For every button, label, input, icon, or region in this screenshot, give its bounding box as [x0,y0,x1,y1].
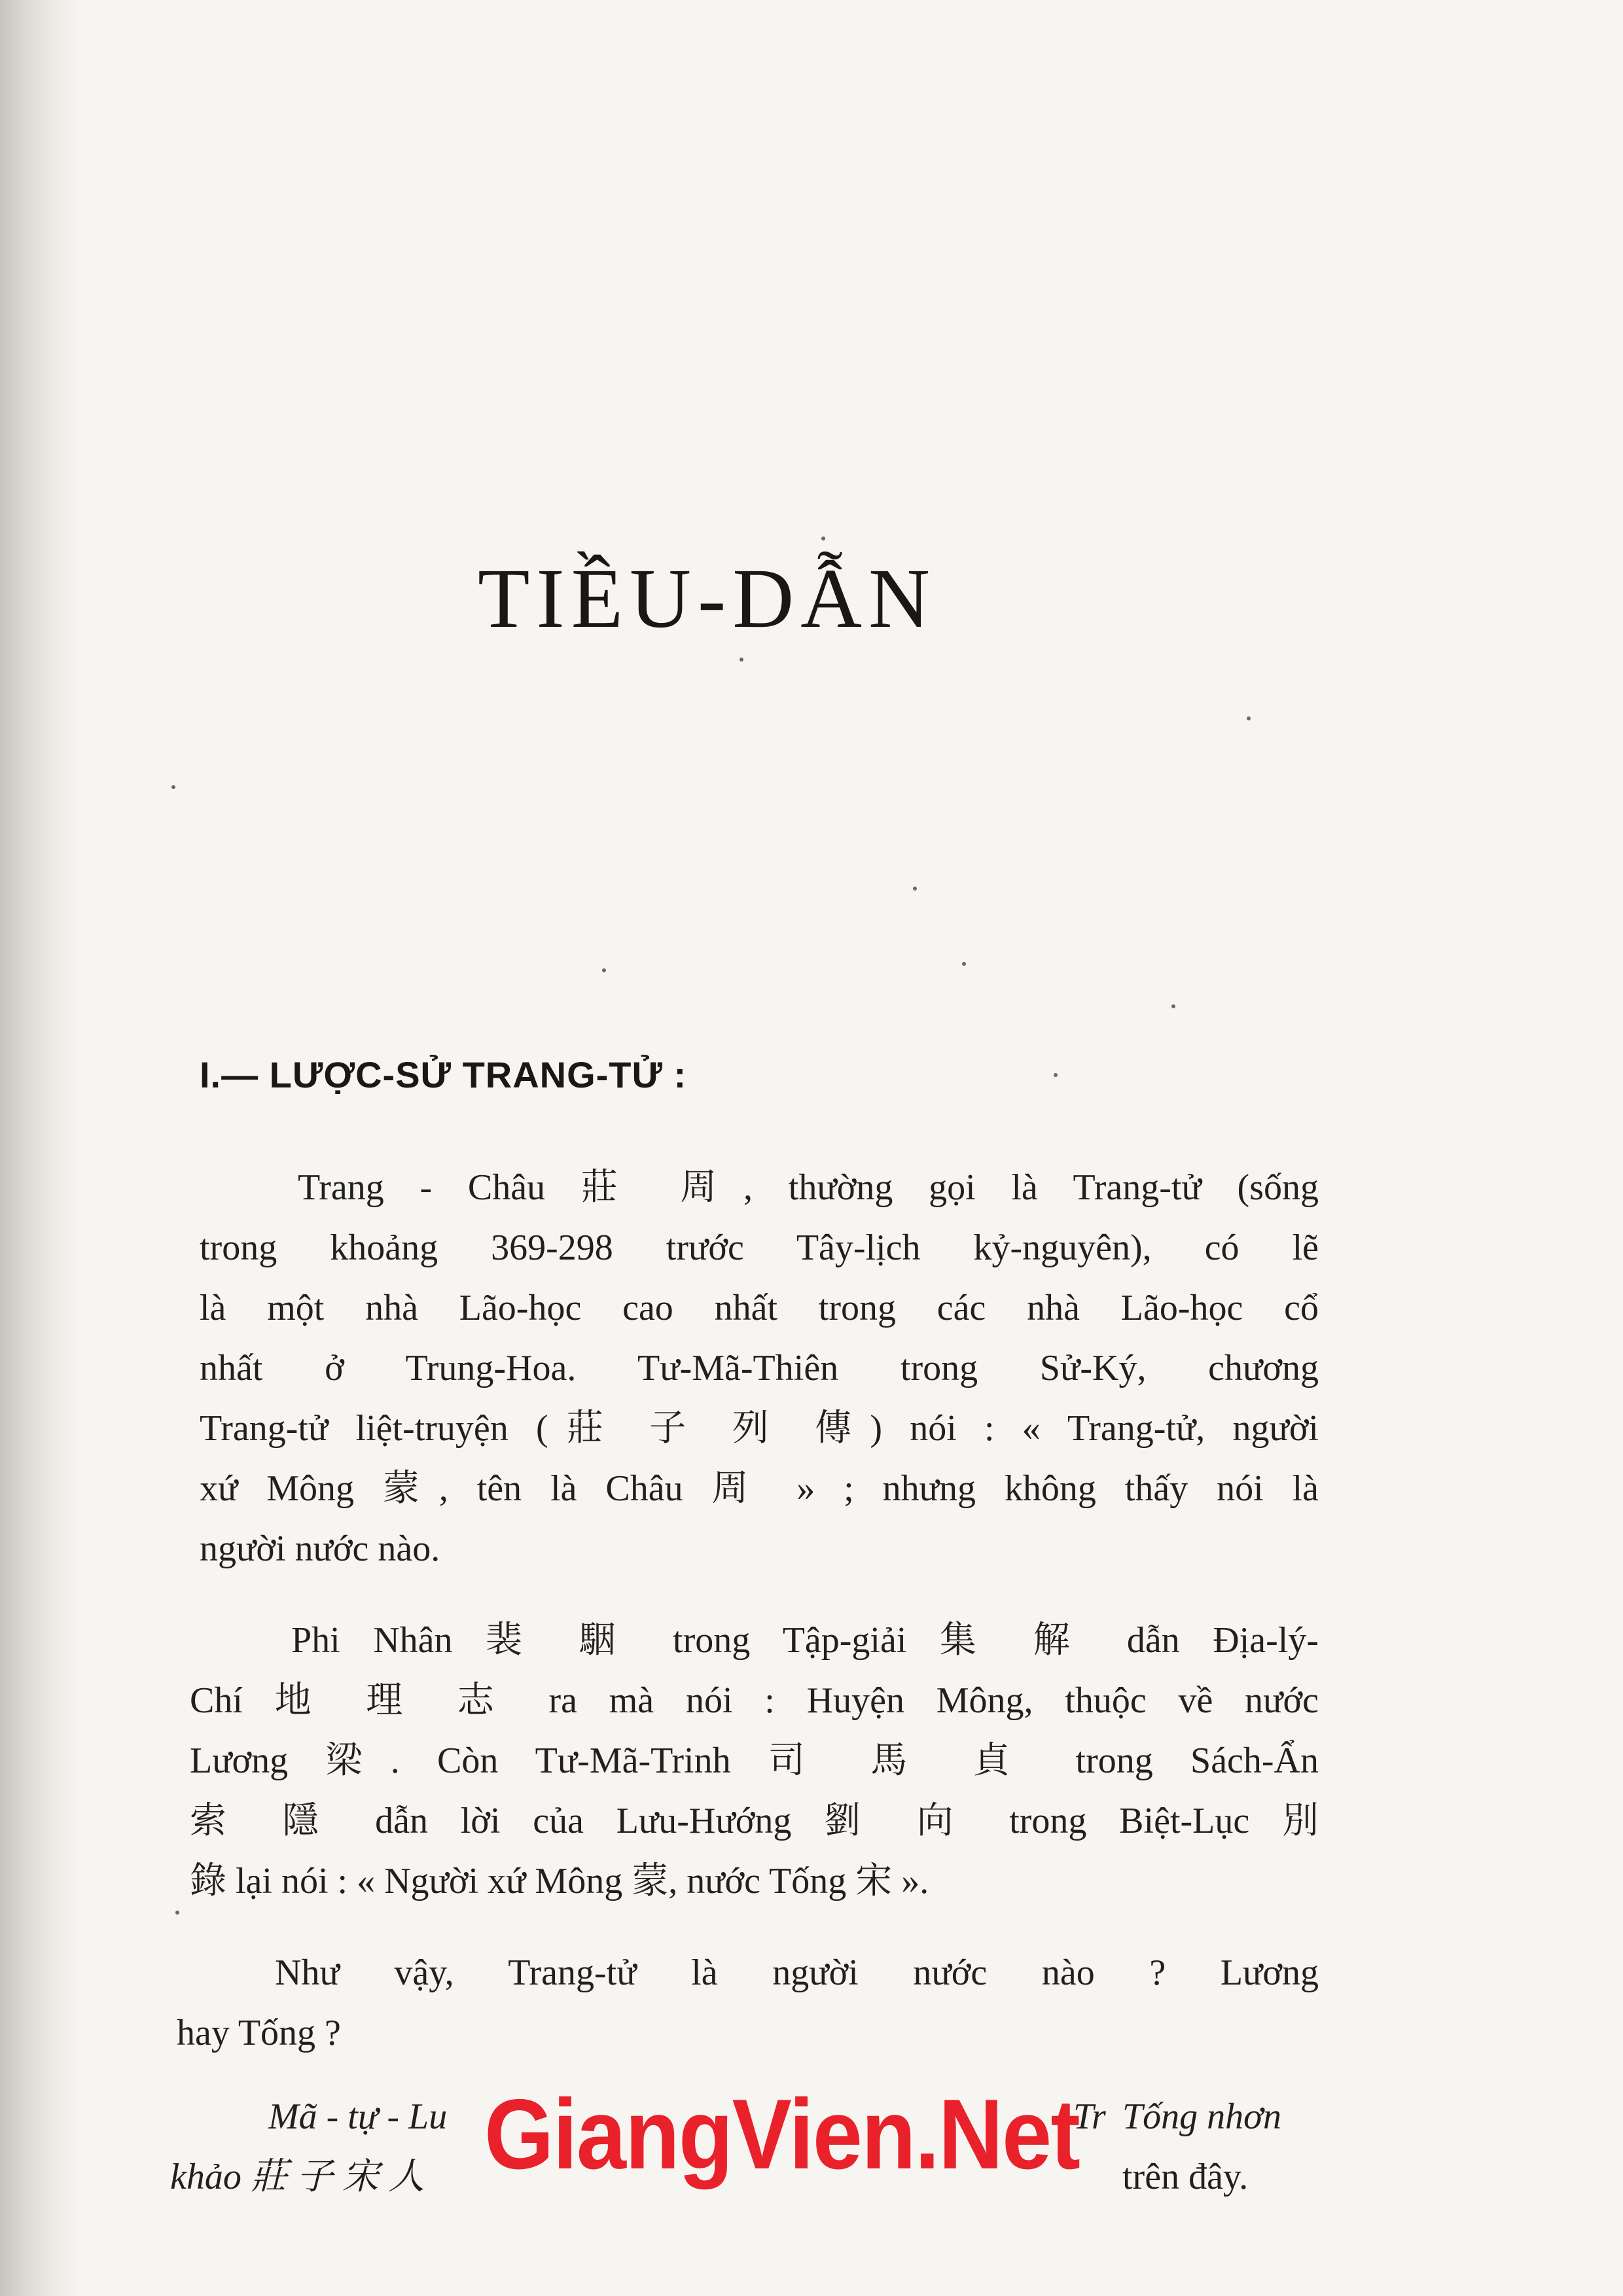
text-line: xứ Mông 蒙, tên là Châu 周 » ; nhưng không thấy nói là [200,1468,1319,1509]
text-line: khảo 莊 子 宋 人 [170,2157,425,2197]
text-line: Lương 梁. Còn Tư-Mã-Trinh 司 馬 貞 trong Sách-Ẩn [190,1740,1319,1781]
text-line: Trang-tử liệt-truyện (莊 子 列 傳) nói : « Trang-tử, người [200,1408,1319,1449]
text-line: trong khoảng 369-298 trước Tây-lịch kỷ-nguyên), có lẽ [200,1227,1319,1268]
scan-speck [1054,1073,1058,1077]
watermark-logo: GiangVien.Net [484,2079,1080,2190]
text-line: Chí 地 理 志 ra mà nói : Huyện Mông, thuộc về nước [190,1680,1319,1721]
text-line: Tr [1073,2096,1106,2137]
text-line: Tống nhơn [1122,2096,1282,2137]
text-line: 索 隱 dẫn lời của Lưu-Hướng 劉 向 trong Biệt-Lục 別 [190,1801,1319,1841]
scan-speck [740,658,743,662]
scan-speck [171,785,175,789]
text-line: nhất ở Trung-Hoa. Tư-Mã-Thiên trong Sử-Ký, chương [200,1348,1319,1388]
text-line: 錄 lại nói : « Người xứ Mông 蒙, nước Tống 宋 ». [190,1861,929,1901]
text-line: Trang - Châu 莊 周, thường gọi là Trang-tử (sống [298,1167,1319,1208]
text-line: hay Tống ? [177,2013,341,2053]
chapter-title: TIỀU-DẪN [478,552,936,646]
text-line: là một nhà Lão-học cao nhất trong các nhà Lão-học cổ [200,1288,1319,1328]
text-line: trên đây. [1122,2157,1249,2197]
text-line: Phi Nhân 裴 駰 trong Tập-giải 集 解 dẫn Địa-lý- [291,1620,1319,1661]
scan-speck [962,962,966,966]
scan-speck [602,968,606,972]
text-line: người nước nào. [200,1528,440,1569]
scan-speck [1171,1004,1175,1008]
scan-speck [821,537,825,540]
section-heading: I.— LƯỢC-SỬ TRANG-TỬ : [200,1054,687,1095]
scan-speck [175,1911,179,1915]
scan-speck [913,887,917,891]
text-line: Như vậy, Trang-tử là người nước nào ? Lương [275,1952,1319,1993]
text-line: Mã - tự - Lu [268,2096,448,2137]
scan-speck [1247,716,1251,720]
